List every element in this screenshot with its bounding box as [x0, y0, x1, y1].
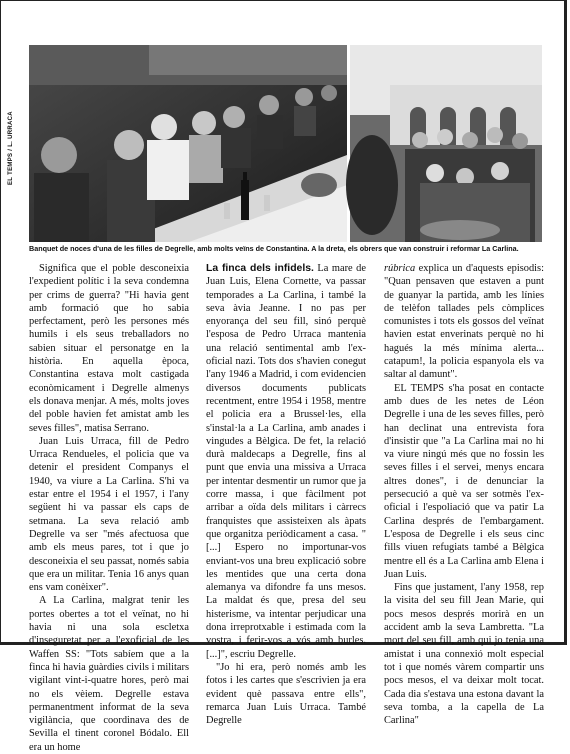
paragraph-text: La mare de Juan Luis, Elena Cornette, va passar temporades a La Carlina, i també la seva àvia Jeanne. I no pas per enyorança del seu fill, sinó perquè l'esposa de Pedro Urraca mantenia una relació sentimental amb l'ex-oficial nazi. Tots dos s'havien conegut l'any 1946 a Madrid, i com evidencien diversos documents publicats recentment, entre 1954 i 1958, mentre el policia era a Brussel·les, ella s'instal·la a La Carlina, amb anades i vingudes a Bèlgica. De fet, la relació durà maldecaps a Degrelle, fins al punt que envia una missiva a Urraca per intentar desmentir un rumor que ja corre massa, i que fàcilment pot arribar a oïda dels militars i càrrecs franquistes que assisteixen als àpats que organitza periòdicament a casa. "[...] Espero no importunar-vos enviant-vos una breu explicació sobre les mentides que una certa dona alemanya va difondre fa uns mesos. La maldat és que, presa del seu histerisme, va intentar perjudicar una dona irreprotxable i estimada com la vostra, i ferir-vos a vós amb burles. [...]", escriu Degrelle. [206, 263, 366, 660]
paragraph: EL TEMPS s'ha posat en contacte amb dues de les netes de Léon Degrelle i una de les seves filles, però han declinat una entrevista fora d'insistir que "a La Carlina mai no hi va viure ningú més que no fossin les seves filles i el servei, menys encara altres dones", i de denunciar la persecució a què va ser sotmès l'ex-oficial i l'espoliació que va patir La Carlina després de l'embargament. L'esposa de Degrelle i els seus cinc fills viuen refugiats també a Bèlgica mentre ell és a La Carlina amb Elena i Juan Luis. [384, 382, 544, 580]
paragraph: "Jo hi era, però només amb les fotos i les cartes que s'escrivien ja era evident què passava entre ells", remarca Juan Luis Urraca. També Degrelle [206, 661, 366, 727]
paragraph: rúbrica explica un d'aquests episodis: "Quan pensaven que estaven a punt de guanyar la partida, amb les línies de telèfon tallades pels còmplices comunistes i tots els gossos del veïnat havien estat enverinats perquè no hi hagués la més mínima alerta... catapum!, la policia espanyola els va saltar al damunt". [384, 263, 544, 381]
paragraph: Juan Luis Urraca, fill de Pedro Urraca Rendueles, el policia que va detenir el president Companys el 1940, va viure a La Carlina. S'hi va estar entre el 1954 i el 1957, i l'any següent hi va passar els caps de setmana. La seva relació amb Degrelle va ser "més afectuosa que amb els meus pares, tot i que jo desconeixia el seu passat, només sabia que era un militar. Tenia 16 anys quan ens vam conèixer". [29, 435, 189, 594]
article-column-2 [206, 262, 366, 727]
workers-photo [350, 45, 542, 242]
paragraph: Fins que justament, l'any 1958, rep la visita del seu fill Jean Marie, qui pocs mesos després morirà en un accident amb la seva Lambretta. "La mort del seu fill, amb qui jo tenia una amistat i una connexió molt especial tot i que només vàrem compartir uns pocs mesos, el va deixar molt tocat. Cada dia s'estava una estona davant la seva tomba, a la capella de La Carlina" [384, 582, 544, 727]
banquet-photo [29, 45, 347, 242]
paragraph: Significa que el poble desconeixia l'expedient polític i la seva condemna per crims de guerra? "Hi havia gent amb formació que ho sabia perfectament, però les persones més humils i els seus treballadors no sabien situar el personatge en la història. En aquella època, Constantina estava molt castigada econòmicament i Degrelle almenys els donava menjar. A més, molts joves del poble havien fet amistat amb les seves filles", matisa Serrano. [29, 263, 189, 434]
paragraph [206, 262, 366, 661]
italic-word: rúbrica [384, 263, 416, 274]
section-heading: La finca dels infidels. [206, 263, 314, 274]
article-column-1 [29, 262, 189, 753]
photo-credit: EL TEMPS / L. URRACA [8, 111, 14, 185]
photo-caption: Banquet de noces d'una de les filles de Degrelle, amb molts veïns de Constantina. A la dreta, els obrers que van construir i reformar La Carlina. [29, 244, 519, 253]
paragraph: A La Carlina, malgrat tenir les portes obertes a tot el veïnat, no hi havia ni una sola escletxa d'inseguretat per a l'exoficial de les Waffen SS: "Tots sabíem que a la finca hi havia guàrdies civils i militars vigilant vint-i-quatre hores, però mai no els vèiem. Degrelle estava permanentment informat de la seva vigilància, que coordinava des de Sevilla el tinent coronel Bódalo. Ell era un home [29, 595, 189, 753]
article-column-3 [384, 262, 544, 727]
